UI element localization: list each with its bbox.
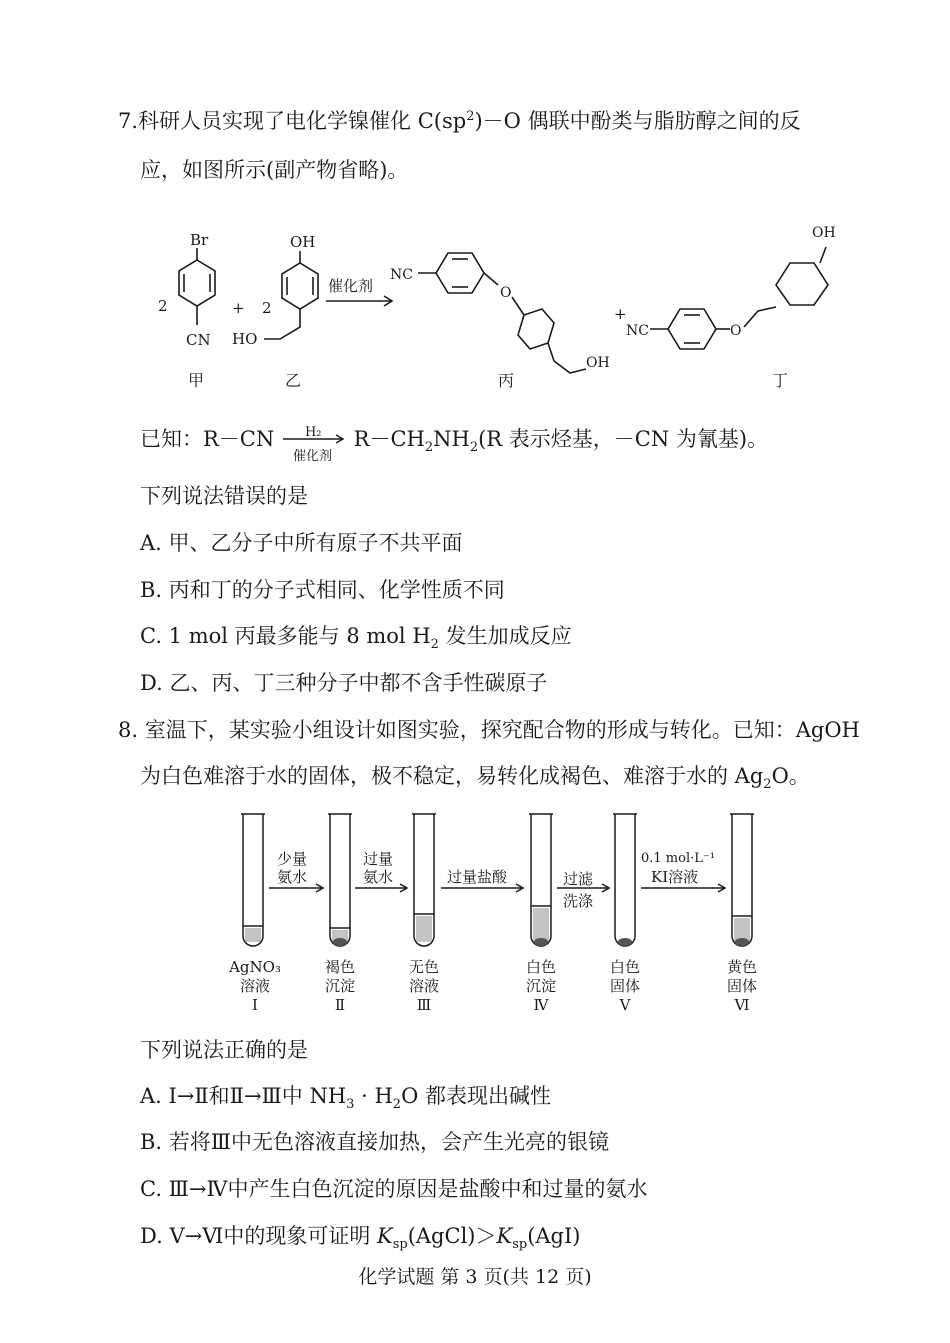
svg-text:O: O xyxy=(500,285,512,301)
svg-text:NC: NC xyxy=(390,267,413,283)
svg-text:+: + xyxy=(614,305,627,323)
svg-text:OH: OH xyxy=(812,225,836,241)
yi-oh: OH xyxy=(290,233,316,251)
svg-text:Ⅳ: Ⅳ xyxy=(533,996,549,1014)
svg-text:NC: NC xyxy=(626,323,649,339)
reaction-scheme xyxy=(140,215,860,395)
svg-text:过量盐酸: 过量盐酸 xyxy=(447,868,508,886)
svg-text:白色: 白色 xyxy=(525,958,557,976)
svg-text:OH: OH xyxy=(586,355,610,371)
q7-option-b: B. 丙和丁的分子式相同、化学性质不同 xyxy=(140,578,505,602)
q8-option-c: C. Ⅲ→Ⅳ中产生白色沉淀的原因是盐酸中和过量的氨水 xyxy=(140,1177,648,1201)
q8-prompt: 下列说法正确的是 xyxy=(140,1038,308,1062)
q7-option-c: C. 1 mol 丙最多能与 8 mol $H_2$ 发生加成反应 xyxy=(140,624,572,653)
yi-ho: HO xyxy=(232,330,258,348)
svg-text:固体: 固体 xyxy=(609,977,641,995)
svg-text:O: O xyxy=(730,323,742,339)
svg-text:过滤: 过滤 xyxy=(563,870,594,888)
svg-text:氨水: 氨水 xyxy=(363,868,394,886)
q7-option-a: A. 甲、乙分子中所有原子不共平面 xyxy=(140,531,463,555)
page-footer: 化学试题 第 3 页(共 12 页) xyxy=(358,1266,592,1288)
svg-text:0.1 mol·L⁻¹: 0.1 mol·L⁻¹ xyxy=(641,851,715,866)
svg-text:AgNO₃: AgNO₃ xyxy=(229,958,281,976)
q8-option-a: A. Ⅰ→Ⅱ和Ⅱ→Ⅲ中 $NH_3 \cdot H_2O$ 都表现出碱性 xyxy=(140,1084,551,1113)
svg-text:Ⅴ: Ⅴ xyxy=(619,996,631,1014)
svg-text:+: + xyxy=(232,299,245,317)
q8-option-d: D. Ⅴ→Ⅵ中的现象可证明 $K_{sp}(AgCl)>K_{sp}(AgI)$ xyxy=(140,1224,581,1253)
svg-text:丙: 丙 xyxy=(498,371,515,390)
svg-text:Ⅵ: Ⅵ xyxy=(734,996,750,1014)
svg-text:Ⅱ: Ⅱ xyxy=(334,996,346,1014)
svg-text:沉淀: 沉淀 xyxy=(525,977,557,995)
svg-text:Ⅲ: Ⅲ xyxy=(416,996,432,1014)
svg-text:黄色: 黄色 xyxy=(726,958,758,976)
q7-known: 已知：R－CN H₂ 催化剂 $R-CH_2NH_2(R$ 表示烃基，－CN 为氰基)。 xyxy=(140,425,769,464)
svg-text:沉淀: 沉淀 xyxy=(324,977,356,995)
svg-text:2: 2 xyxy=(158,297,168,315)
svg-text:KI溶液: KI溶液 xyxy=(651,868,699,886)
catalyst-label: 催化剂 xyxy=(328,277,374,295)
q8-option-b: B. 若将Ⅲ中无色溶液直接加热，会产生光亮的银镜 xyxy=(140,1130,610,1154)
q7-option-d: D. 乙、丙、丁三种分子中都不含手性碳原子 xyxy=(140,671,548,695)
tube-2 xyxy=(328,814,352,946)
svg-text:Ⅰ: Ⅰ xyxy=(252,996,258,1014)
q7-stem-line2: 应，如图所示(副产物省略)。 xyxy=(140,158,409,182)
svg-text:洗涤: 洗涤 xyxy=(563,892,594,910)
svg-text:过量: 过量 xyxy=(363,850,394,868)
svg-text:少量: 少量 xyxy=(277,850,308,868)
test-tube-experiment xyxy=(225,808,785,1023)
q7-prompt: 下列说法错误的是 xyxy=(140,484,308,508)
svg-text:丁: 丁 xyxy=(772,371,789,390)
svg-text:固体: 固体 xyxy=(726,977,758,995)
svg-text:无色: 无色 xyxy=(408,958,440,976)
svg-text:氨水: 氨水 xyxy=(277,868,308,886)
q7-stem-line1: 7.科研人员实现了电化学镍催化 $C(sp^2)-O$ 偶联中酚类与脂肪醇之间的反 xyxy=(118,109,801,133)
tube-5 xyxy=(613,814,637,946)
jia-br: Br xyxy=(190,231,209,249)
svg-text:褐色: 褐色 xyxy=(324,958,356,976)
q8-stem-line1: 8. 室温下，某实验小组设计如图实验，探究配合物的形成与转化。已知：AgOH xyxy=(118,718,860,742)
svg-text:2: 2 xyxy=(262,299,272,317)
jia-cn: CN xyxy=(186,331,211,349)
q8-stem-line2: 为白色难溶于水的固体，极不稳定，易转化成褐色、难溶于水的 $Ag_2O$。 xyxy=(140,764,810,793)
svg-text:乙: 乙 xyxy=(285,371,302,390)
svg-text:白色: 白色 xyxy=(609,958,641,976)
svg-text:溶液: 溶液 xyxy=(239,977,271,995)
svg-text:溶液: 溶液 xyxy=(408,977,440,995)
svg-text:甲: 甲 xyxy=(188,371,205,390)
